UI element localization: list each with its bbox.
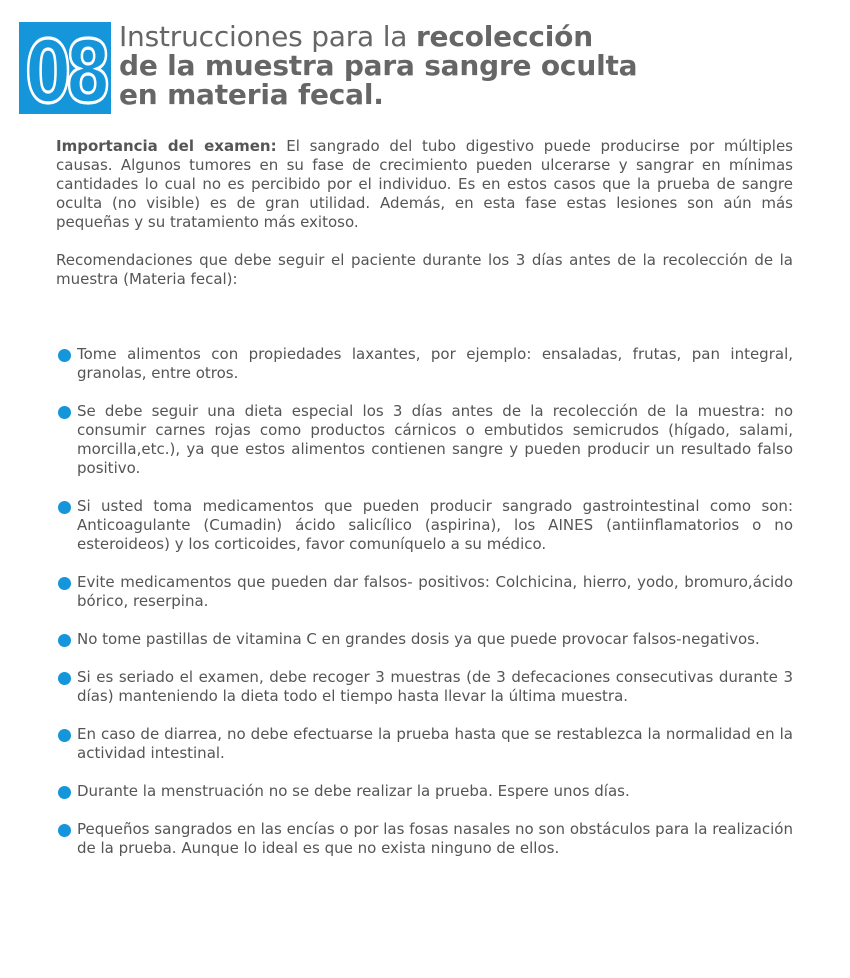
section-number-graphic [19, 22, 111, 123]
title-bold-part-1: recolección [415, 20, 593, 53]
list-item-text: Durante la menstruación no se debe realizar la prueba. Espere unos días. [77, 782, 630, 800]
section-number: 08 [25, 23, 108, 123]
list-item [56, 345, 793, 383]
recommendations-intro: Recomendaciones que debe seguir el paciente durante los 3 días antes de la recolección de la muestra (Materia fecal): [56, 251, 793, 288]
list-item-text: Si es seriado el examen, debe recoger 3 muestras (de 3 defecaciones consecutivas durante 3 días) manteniendo la dieta todo el tiempo hasta llevar la última muestra. [77, 668, 793, 705]
list-item-text: Se debe seguir una dieta especial los 3 días antes de la recolección de la muestra: no consumir carnes rojas como productos cárnicos o embutidos semicrudos (hígado, salami, morcilla,etc.), ya que estos alimentos contienen sangre y pueden producir un resultado falso positivo. [77, 402, 793, 477]
bullet-dot-icon [58, 406, 71, 419]
intro-section [56, 137, 793, 289]
importance-paragraph [56, 137, 793, 232]
bullet-dot-icon [58, 577, 71, 590]
bullet-dot-icon [58, 786, 71, 799]
bullet-dot-icon [58, 634, 71, 647]
bullet-dot-icon [58, 824, 71, 837]
section-header [19, 20, 819, 123]
list-item [56, 630, 793, 649]
page-title [119, 22, 759, 109]
list-item [56, 573, 793, 611]
list-item-text: Evite medicamentos que pueden dar falsos- positivos: Colchicina, hierro, yodo, bromuro,ácido bórico, reserpina. [77, 573, 793, 610]
bullet-dot-icon [58, 729, 71, 742]
list-item-text: En caso de diarrea, no debe efectuarse la prueba hasta que se restablezca la normalidad en la actividad intestinal. [77, 725, 793, 762]
list-item-text: Si usted toma medicamentos que pueden producir sangrado gastrointestinal como son: Anticoagulante (Cumadin) ácido salicílico (aspirina), los AINES (antiinflamatorios o no esteroideos) y los corticoides, favor comuníquelo a su médico. [77, 497, 793, 553]
title-bold-part-3: en materia fecal. [119, 78, 384, 111]
list-item [56, 402, 793, 478]
bullet-dot-icon [58, 672, 71, 685]
title-bold-part-2: de la muestra para sangre oculta [119, 49, 638, 82]
bullet-dot-icon [58, 349, 71, 362]
bullet-dot-icon [58, 501, 71, 514]
importance-text: El sangrado del tubo digestivo puede producirse por múltiples causas. Algunos tumores en su fase de crecimiento pueden ulcerarse y sangrar en mínimas cantidades lo cual no es percibido por el individuo. Es en estos casos que la prueba de sangre oculta (no visible) es de gran utilidad. Además, en esta fase estas lesiones son aún más pequeñas y su tratamiento más exitoso. [56, 137, 793, 231]
list-item-text: Pequeños sangrados en las encías o por las fosas nasales no son obstáculos para la realización de la prueba. Aunque lo ideal es que no exista ninguno de ellos. [77, 820, 793, 857]
list-item [56, 668, 793, 706]
list-item-text: Tome alimentos con propiedades laxantes, por ejemplo: ensaladas, frutas, pan integral, granolas, entre otros. [77, 345, 793, 382]
importance-label: Importancia del examen: [56, 137, 277, 155]
title-light-part: Instrucciones para la [119, 20, 416, 53]
list-item [56, 820, 793, 858]
list-item [56, 725, 793, 763]
section-number-badge [19, 22, 111, 123]
list-item [56, 782, 793, 801]
list-item [56, 497, 793, 554]
list-item-text: No tome pastillas de vitamina C en grandes dosis ya que puede provocar falsos-negativos. [77, 630, 760, 648]
recommendations-list [56, 345, 793, 877]
